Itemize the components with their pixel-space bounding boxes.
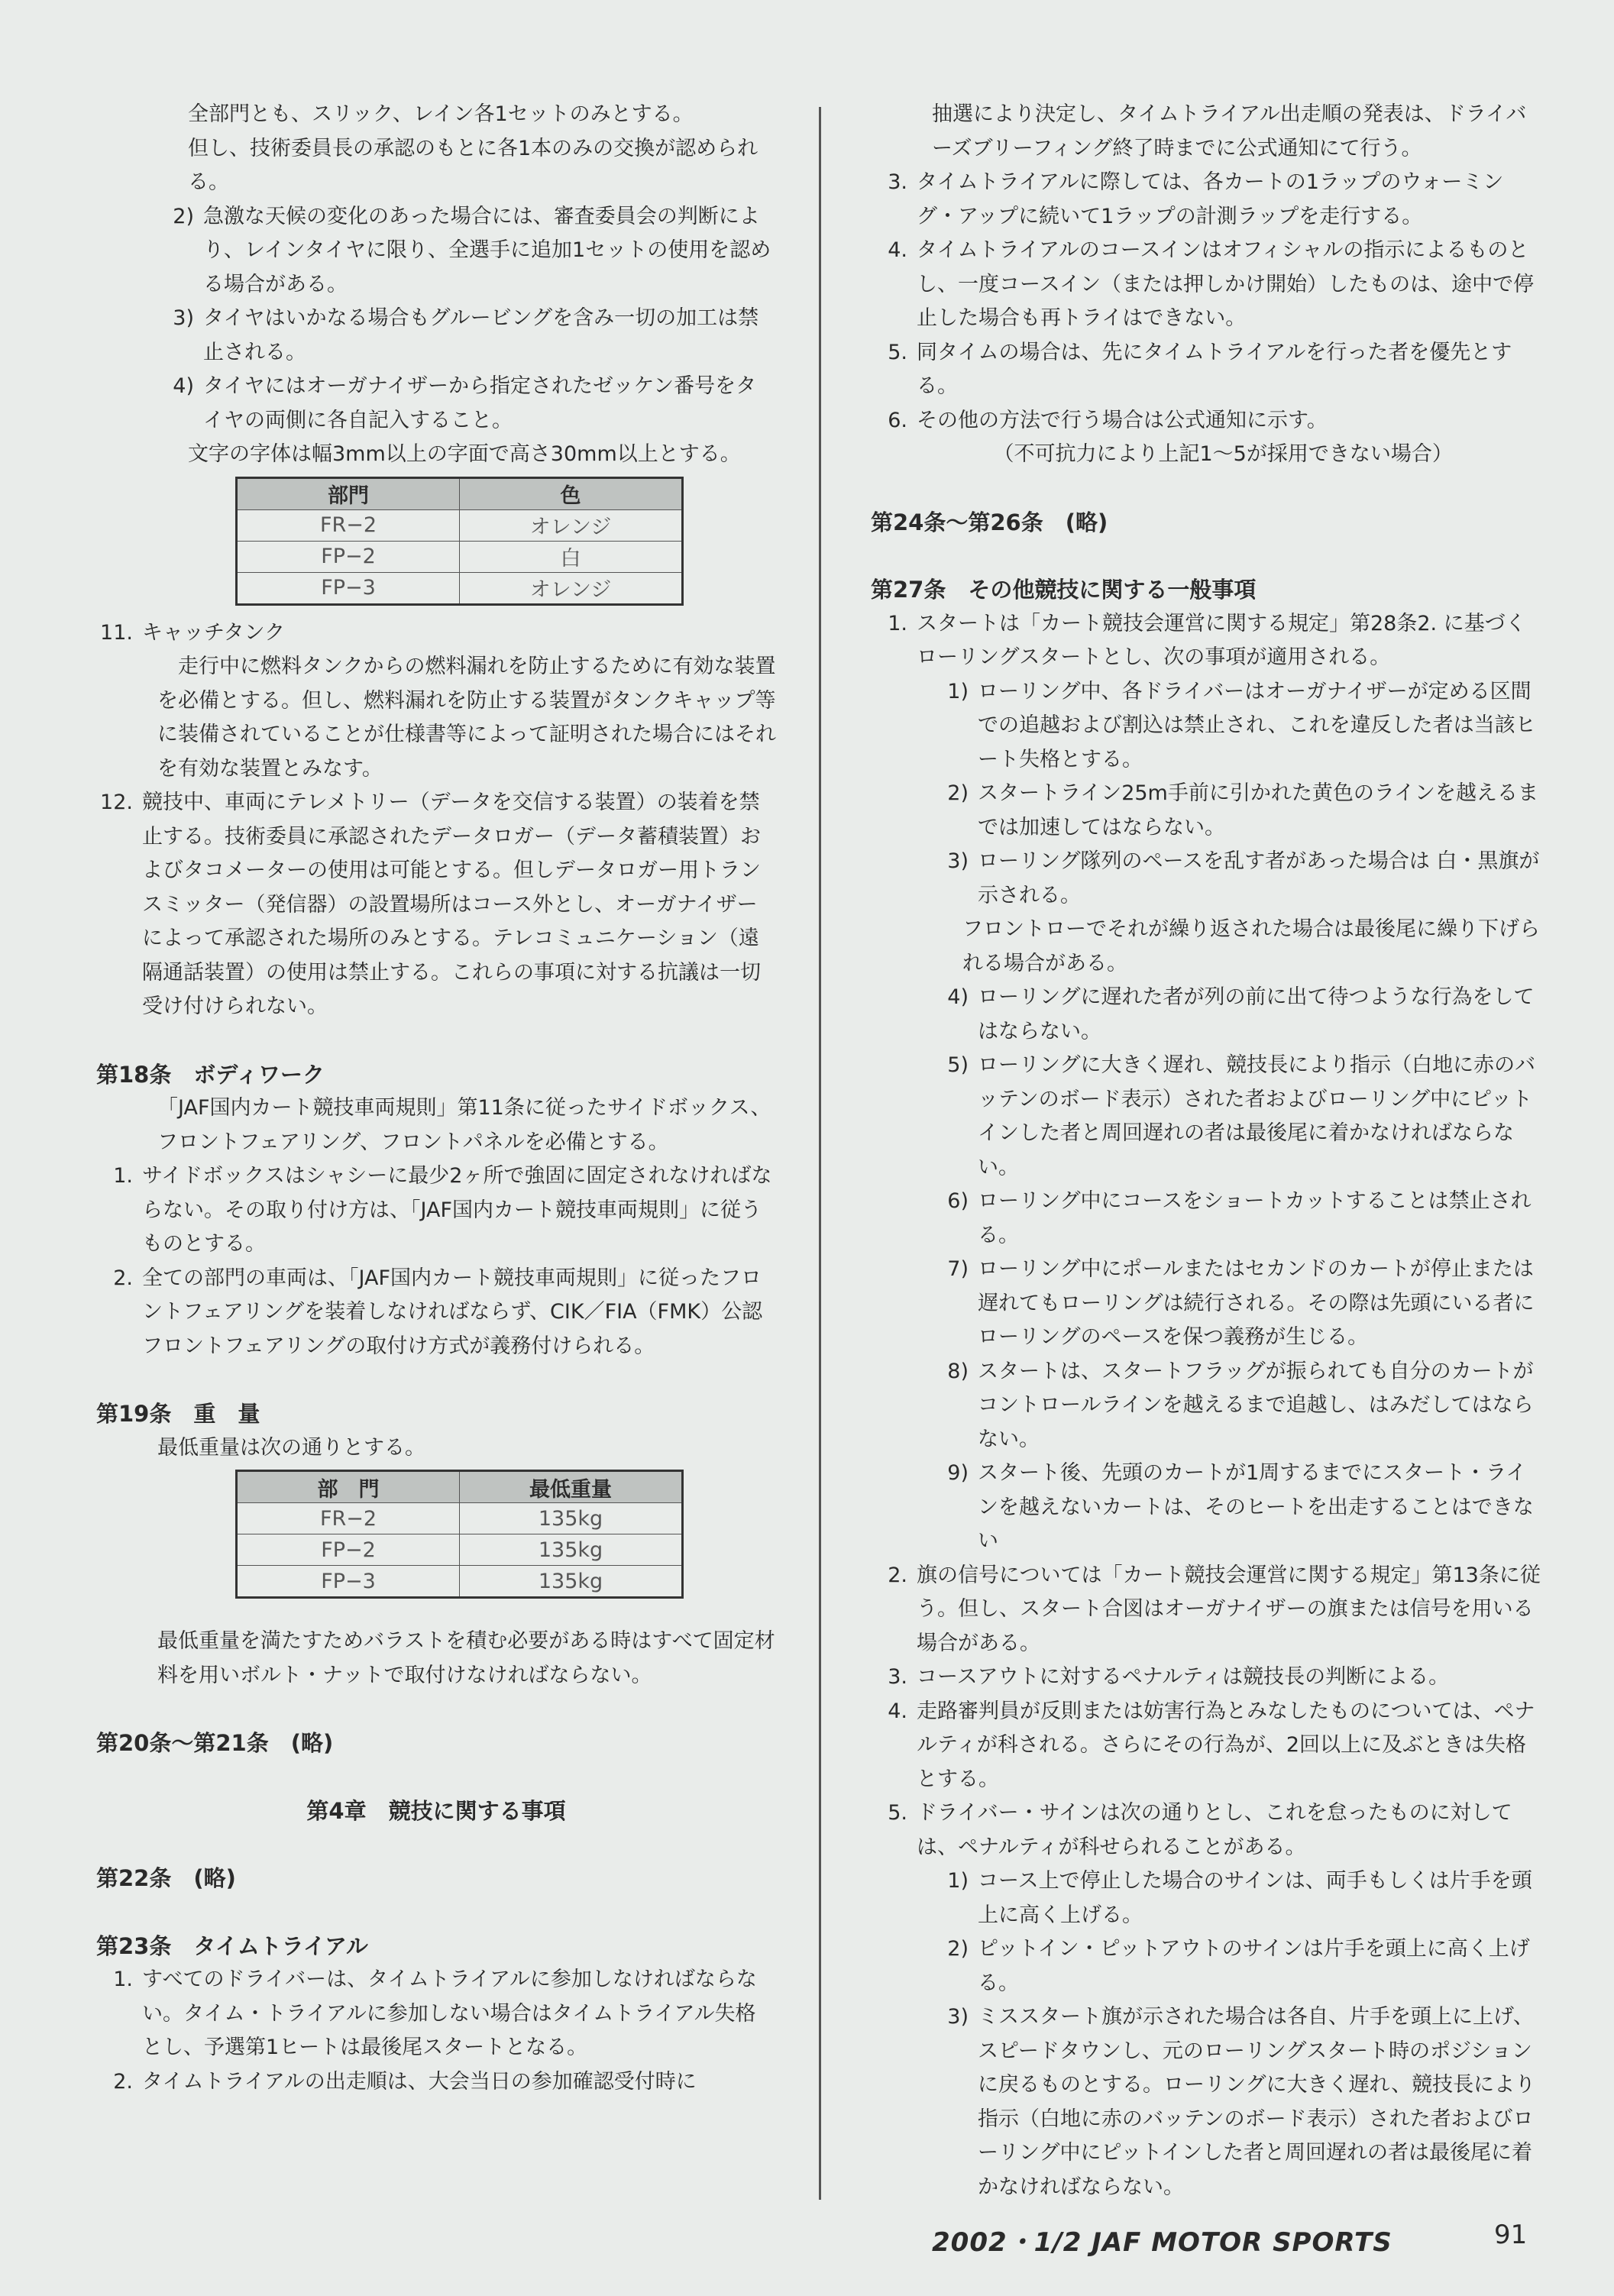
section-heading: 第20条〜第21条 (略) — [96, 1730, 334, 1756]
spec-table — [235, 477, 684, 606]
list-item — [96, 786, 776, 1024]
item-number: 2) — [947, 781, 969, 805]
item-text: ローリング中にポールまたはセカンドのカートが停止または遅れてもローリングは続行される。その際は先頭にいる者にローリングのペースを保つ義務が生じる。 — [978, 1257, 1535, 1349]
paragraph: 抽選により決定し、タイムトライアル出走順の発表は、ドライバーズブリーフィング終了時までに公式通知にて行う。 — [932, 102, 1527, 160]
item-text: 競技中、車両にテレメトリー（データを交信する装置）の装着を禁止する。技術委員に承認されたデータロガー（データ蓄積装置）およびタコメーターの使用は可能とする。但しデータロガー用トランスミッター（発信器）の設置場所はコース外とし、オーガナイザーによって承認された場所のみとする。テレコミュニケーション（遠隔通話装置）の使用は禁止する。これらの事項に対する抗議は一切受け付けられない。 — [142, 791, 761, 1018]
list-item — [871, 845, 1543, 913]
page-number: 91 — [1494, 2220, 1528, 2250]
table-cell: オレンジ — [460, 572, 683, 604]
item-text: ローリング中にコースをショートカットすることは禁止される。 — [978, 1189, 1532, 1247]
table-header-cell: 色 — [460, 477, 683, 509]
table-cell: FR−2 — [237, 1503, 460, 1534]
item-text: その他の方法で行う場合は公式通知に示す。 — [917, 408, 1328, 432]
table-row — [237, 1534, 683, 1566]
item-text: ローリングに大きく遅れ、競技長により指示（白地に赤のバッテンのボード表示）された者およびローリング中にピットインした者と周回遅れの者は最後尾に着かなければならない。 — [978, 1053, 1536, 1179]
table-cell: 135kg — [460, 1566, 683, 1598]
table-head — [237, 477, 683, 509]
paragraph: 但し、技術委員長の承認のもとに各1本のみの交換が認められる。 — [188, 136, 758, 194]
item-text: タイムトライアルのコースインはオフィシャルの指示によるものとし、一度コースイン（または押しかけ開始）したものは、途中で停止した場合も再トライはできない。 — [917, 238, 1535, 330]
item-text: スタートは、スタートフラッグが振られても自分のカートがコントロールラインを越えるまで追越し、はみだしてはならない。 — [978, 1359, 1534, 1451]
table-cell: FP−3 — [237, 1566, 460, 1598]
item-number: 4. — [888, 238, 907, 262]
list-item — [871, 1185, 1543, 1253]
section-heading: 第23条 タイムトライアル — [96, 1932, 368, 1959]
item-text: キャッチタンク — [142, 620, 286, 645]
spacer — [96, 1761, 776, 1794]
spec-table — [235, 1470, 684, 1599]
spacer — [96, 1828, 776, 1861]
list-item — [871, 336, 1543, 404]
section-heading: 第24条〜第26条 (略) — [871, 509, 1108, 535]
table-row — [237, 1566, 683, 1598]
item-number: 5. — [888, 340, 907, 364]
table-header-cell: 部門 — [237, 477, 460, 509]
list-item — [871, 777, 1543, 845]
item-text: ローリングに遅れた者が列の前に出て待つような行為をしてはならない。 — [978, 985, 1535, 1043]
section-heading: 第19条 重 量 — [96, 1401, 260, 1427]
list-item — [871, 1695, 1543, 1797]
list-item — [871, 234, 1543, 336]
item-text: スタート後、先頭のカートが1周するまでにスタート・ラインを越えないカートは、そのヒートを出走することはできない — [978, 1461, 1534, 1553]
list-item — [871, 1355, 1543, 1457]
paragraph: 「JAF国内カート競技車両規則」第11条に従ったサイドボックス、フロントフェアリング、フロントパネルを必備とする。 — [157, 1096, 771, 1154]
item-number: 2. — [113, 2069, 133, 2094]
section-heading: 第18条 ボディワーク — [96, 1061, 325, 1088]
item-number: 1. — [888, 611, 907, 635]
table-row — [237, 509, 683, 541]
table-cell: FP−2 — [237, 1534, 460, 1566]
item-text: ローリング隊列のペースを乱す者があった場合は 白・黒旗が示される。 — [978, 849, 1540, 907]
item-text: ピットイン・ピットアウトのサインは片手を頭上に高く上げる。 — [978, 1937, 1530, 1995]
item-number: 5) — [947, 1053, 969, 1077]
list-item — [871, 1661, 1543, 1695]
item-number: 4. — [888, 1699, 907, 1723]
list-item — [96, 616, 776, 651]
spacer — [96, 1896, 776, 1929]
list-item — [871, 1796, 1543, 1864]
table-body — [237, 1503, 683, 1598]
spacer — [96, 1024, 776, 1058]
item-number: 11. — [100, 620, 133, 645]
item-text: すべてのドライバーは、タイムトライアルに参加しなければならない。タイム・トライアルに参加しない場合はタイムトライアル失格とし、予選第1ヒートは最後尾スタートとなる。 — [142, 1968, 757, 2059]
item-text: 走路審判員が反則または妨害行為とみなしたものについては、ペナルティが科される。さらにその行為が、2回以上に及ぶときは失格とする。 — [917, 1699, 1535, 1791]
item-number: 1) — [947, 679, 969, 703]
spacer — [96, 1609, 776, 1625]
item-text: 急激な天候の変化のあった場合には、審査委員会の判断により、レインタイヤに限り、全選手に追加1セットの使用を認める場合がある。 — [203, 204, 771, 296]
item-text: ローリング中、各ドライバーはオーガナイザーが定める区間での追越および割込は禁止され、これを違反した者は当該ヒート失格とする。 — [978, 679, 1536, 771]
item-number: 1) — [947, 1869, 969, 1893]
list-item — [96, 1159, 776, 1262]
item-text: コースアウトに対するペナルティは競技長の判断による。 — [917, 1665, 1450, 1689]
item-number: 2) — [947, 1937, 969, 1961]
spacer — [871, 472, 1543, 506]
paragraph: 最低重量は次の通りとする。 — [157, 1435, 425, 1460]
table-header-cell: 部 門 — [237, 1471, 460, 1503]
item-number: 8) — [947, 1359, 969, 1383]
item-number: 3) — [173, 306, 194, 330]
left-column — [96, 98, 776, 2099]
item-number: 2. — [113, 1266, 133, 1290]
paragraph: 走行中に燃料タンクからの燃料漏れを防止するために有効な装置を必備とする。但し、燃料漏れを防止する装置がタンクキャップ等に装備されていることが仕様書等によって証明された場合にはそれを有効な装置とみなす。 — [157, 655, 776, 781]
spacer — [96, 1363, 776, 1397]
list-item — [871, 2000, 1543, 2204]
item-text: サイドボックスはシャシーに最少2ヶ所で強固に固定されなければならない。その取り付け方は、「JAF国内カート競技車両規則」に従うものとする。 — [142, 1164, 772, 1256]
paragraph: 全部門とも、スリック、レイン各1セットのみとする。 — [188, 102, 694, 126]
item-number: 1. — [113, 1968, 133, 1991]
item-number: 3) — [947, 2005, 969, 2029]
item-text: スタートライン25m手前に引かれた黄色のラインを越えるまでは加速してはならない。 — [978, 781, 1539, 839]
right-column — [871, 98, 1543, 2204]
item-number: 9) — [947, 1461, 969, 1485]
item-number: 5. — [888, 1801, 907, 1825]
item-number: 3) — [947, 849, 969, 873]
item-text: ミススタート旗が示された場合は各自、片手を頭上に上げ、スピードタウンし、元のローリングスタート時のポジションに戻るものとする。ローリングに大きく遅れ、競技長により指示（白地に赤のバッテンのボード表示）された者およびローリング中にピットインした者と周回遅れの者は最後尾に着かなければならない。 — [978, 2005, 1536, 2199]
table-body — [237, 509, 683, 604]
item-number: 3. — [888, 170, 907, 194]
list-item — [871, 1559, 1543, 1661]
table-row — [237, 1503, 683, 1534]
table-header-row — [237, 477, 683, 509]
table-cell: FP−3 — [237, 572, 460, 604]
list-item — [96, 370, 776, 438]
list-item — [871, 1932, 1543, 2000]
item-text: 同タイムの場合は、先にタイムトライアルを行った者を優先とする。 — [917, 340, 1512, 398]
table-cell: オレンジ — [460, 509, 683, 541]
item-number: 6. — [888, 408, 907, 432]
item-text: タイムトライアルに際しては、各カートの1ラップのウォーミング・アップに続いて1ラップの計測ラップを走行する。 — [917, 170, 1504, 228]
item-number: 12. — [100, 791, 133, 814]
table-cell: 135kg — [460, 1503, 683, 1534]
spacer — [96, 1693, 776, 1726]
item-number: 4) — [947, 985, 969, 1009]
table-cell: FP−2 — [237, 541, 460, 572]
item-number: 4) — [173, 374, 194, 398]
footer-title: 2002・1/2 JAF MOTOR SPORTS — [932, 2227, 1392, 2258]
table-header-cell: 最低重量 — [460, 1471, 683, 1503]
list-item — [871, 1253, 1543, 1355]
item-text: 旗の信号については「カート競技会運営に関する規定」第13条に従う。但し、スタート合図はオーガナイザーの旗または信号を用いる場合がある。 — [917, 1563, 1541, 1655]
item-number: 3. — [888, 1665, 907, 1689]
list-item — [96, 1262, 776, 1364]
list-item — [871, 1049, 1543, 1185]
item-number: 7) — [947, 1257, 969, 1281]
paragraph: 最低重量を満たすためバラストを積む必要がある時はすべて固定材料を用いボルト・ナットで取付けなければならない。 — [157, 1629, 775, 1687]
item-text: コース上で停止した場合のサインは、両手もしくは片手を頭上に高く上げる。 — [978, 1869, 1532, 1927]
column-divider — [819, 107, 821, 2200]
item-text: ドライバー・サインは次の通りとし、これを怠ったものに対しては、ペナルティが科せられることがある。 — [917, 1801, 1512, 1859]
list-item — [871, 675, 1543, 778]
item-text: タイヤはいかなる場合もグルービングを含み一切の加工は禁止される。 — [203, 306, 759, 364]
list-item — [96, 302, 776, 370]
table-cell: 135kg — [460, 1534, 683, 1566]
list-item — [871, 981, 1543, 1049]
paragraph: フロントローでそれが繰り返された場合は最後尾に繰り下げられる場合がある。 — [962, 917, 1540, 975]
table-head — [237, 1471, 683, 1503]
table-row — [237, 541, 683, 572]
item-number: 2. — [888, 1563, 907, 1587]
paragraph: 文字の字体は幅3mm以上の字面で高さ30mm以上とする。 — [188, 442, 741, 466]
list-item — [96, 2065, 776, 2100]
chapter-heading: 第4章 競技に関する事項 — [306, 1797, 566, 1824]
item-text: スタートは「カート競技会運営に関する規定」第28条2. に基づくローリングスタートとし、次の事項が適用される。 — [917, 611, 1526, 669]
table-cell: FR−2 — [237, 509, 460, 541]
item-text: タイヤにはオーガナイザーから指定されたゼッケン番号をタイヤの両側に各自記入すること。 — [203, 374, 757, 432]
list-item — [871, 166, 1543, 234]
list-item — [96, 1963, 776, 2065]
item-number: 1. — [113, 1164, 133, 1188]
list-item — [96, 200, 776, 302]
table-cell: 白 — [460, 541, 683, 572]
list-item — [871, 1457, 1543, 1559]
item-text: 全ての部門の車両は、「JAF国内カート競技車両規則」に従ったフロントフェアリングを装着しなければならず、CIK／FIA（FMK）公認フロントフェアリングの取付け方式が義務付けられる。 — [142, 1266, 763, 1358]
section-heading: 第27条 その他競技に関する一般事項 — [871, 577, 1257, 603]
item-number: 6) — [947, 1189, 969, 1213]
item-number: 2) — [173, 204, 194, 228]
list-item — [871, 1864, 1543, 1932]
list-item — [871, 607, 1543, 675]
paragraph: （不可抗力により上記1〜5が採用できない場合） — [962, 442, 1453, 466]
list-item — [871, 404, 1543, 438]
item-text: タイムトライアルの出走順は、大会当日の参加確認受付時に — [142, 2069, 697, 2094]
table-row — [237, 572, 683, 604]
spacer — [871, 539, 1543, 573]
table-header-row — [237, 1471, 683, 1503]
section-heading: 第22条 (略) — [96, 1865, 236, 1891]
